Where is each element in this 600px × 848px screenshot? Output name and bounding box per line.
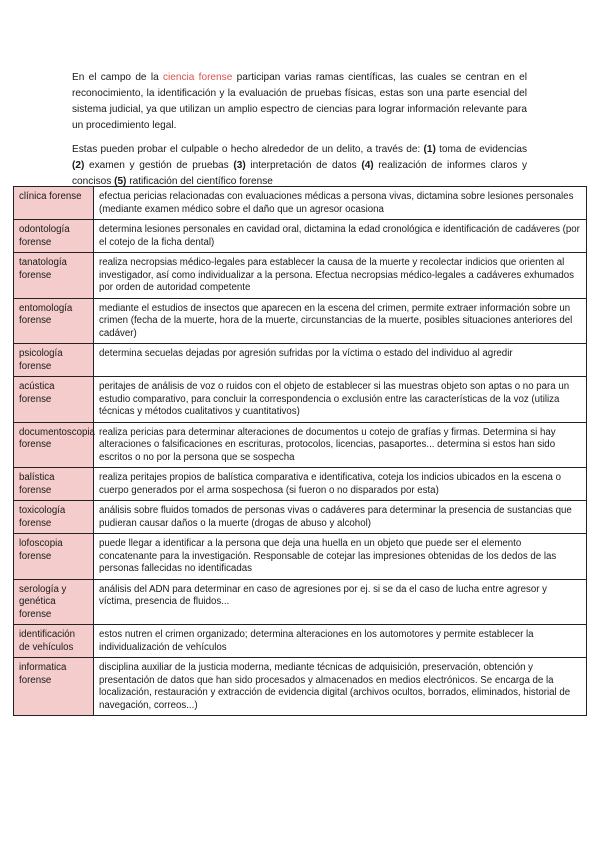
intro-paragraph-2 [72,142,527,190]
table-row [14,377,587,423]
branch-description-cell: realiza necropsias médico-legales para establecer la causa de la muerte y recolectar indicios que orienten al investigador, así como individualizar a la persona. Efectua necropsias médico-legales a cadáveres exhumados por orden de autoridad competente [94,253,587,299]
branch-name-cell: toxicología forense [14,501,94,534]
branch-name-cell: balística forense [14,468,94,501]
branch-description-cell: efectua pericias relacionadas con evaluaciones médicas a persona vivas, dictamina sobre lesiones personales (mediante examen médico sobre el daño que un agresor ocasiona [94,187,587,220]
branch-name-cell: informatica forense [14,658,94,716]
intro-text-segment: interpretación de datos [245,160,362,171]
intro-paragraph-1 [72,70,527,134]
branch-name-cell: acústica forense [14,377,94,423]
branch-name-cell: documentoscopia forense [14,422,94,468]
branch-description-cell: análisis sobre fluidos tomados de personas vivas o cadáveres para determinar la presencia de sustancias que pudieran causar daños o la muerte (drogas de abuso y alcohol) [94,501,587,534]
intro-text-segment: En el campo de la [72,72,163,83]
intro-text-segment: toma de evidencias [435,144,527,155]
table-row [14,220,587,253]
step-number: (2) [72,160,85,171]
intro-text-segment: realización de informes claros y concisos [72,160,527,187]
table-row [14,501,587,534]
branch-description-cell: determina secuelas dejadas por agresión sufridas por la víctima o estado del individuo al agredir [94,344,587,377]
branch-description-cell: realiza pericias para determinar alteraciones de documentos u cotejo de grafías y firmas. Determina si hay alteraciones o falsificaciones en escrituras, protocolos, licencias, pasaportes... determina si estos han sido escritos o no por la persona que se sospecha [94,422,587,468]
branch-description-cell: estos nutren el crimen organizado; determina alteraciones en los automotores y permite establecer la individualización de vehículos [94,625,587,658]
branch-description-cell: análisis del ADN para determinar en caso de agresiones por ej. si se da el caso de lucha entre agresor y víctima, presencia de fluidos... [94,579,587,625]
table-row [14,344,587,377]
highlight-ciencia-forense: ciencia forense [162,72,233,83]
branch-name-cell: serología y genética forense [14,579,94,625]
table-row [14,625,587,658]
table-row [14,187,587,220]
branch-name-cell: psicología forense [14,344,94,377]
branch-description-cell: determina lesiones personales en cavidad oral, dictamina la edad cronológica e identificación de cadáveres (por el cotejo de la ficha dental) [94,220,587,253]
step-number: (3) [233,160,246,171]
table-row [14,468,587,501]
intro-text-segment: examen y gestión de pruebas [84,160,234,171]
table-row [14,534,587,580]
step-number: (4) [361,160,374,171]
branch-name-cell: clínica forense [14,187,94,220]
table-row [14,253,587,299]
step-number: (1) [423,144,436,155]
table-row [14,658,587,716]
step-number: (5) [114,176,127,187]
branch-description-cell: peritajes de análisis de voz o ruidos con el objeto de establecer si las muestras objeto son aptas o no para un estudio comparativo, para concluir la correspondencia o exclusión entre las características de la voz (utiliza técnicas y métodos cualitativos y cuantitativos) [94,377,587,423]
table-row [14,298,587,344]
intro-text-segment: Estas pueden probar el culpable o hecho alrededor de un delito, a través de: [72,144,424,155]
table-row [14,422,587,468]
branch-description-cell: realiza peritajes propios de balística comparativa e identificativa, coteja los indicios ubicados en la escena o cuerpo generados por el arma sospechosa (si fueron o no disparados por esta) [94,468,587,501]
intro-text-segment: participan varias ramas científicas, las cuales se centran en el reconocimiento, la identificación y la evaluación de pruebas físicas, estas son una parte esencial del sistema judicial, ya que utilizan un amplio espectro de ciencias para lograr información relevante para un procedimiento legal. [72,72,527,131]
intro-text-segment: ratificación del científico forense [126,176,273,187]
branch-name-cell: tanatología forense [14,253,94,299]
table-row [14,579,587,625]
branch-name-cell: identificación de vehículos [14,625,94,658]
branch-description-cell: puede llegar a identificar a la persona que deja una huella en un objeto que puede ser el elemento concatenante para la investigación. Responsable de cotejar las impresiones obtenidas de los dedos de las personas fallecidas no identificadas [94,534,587,580]
table-body [14,187,587,716]
branch-name-cell: entomología forense [14,298,94,344]
branch-name-cell: lofoscopia forense [14,534,94,580]
branch-name-cell: odontología forense [14,220,94,253]
branch-description-cell: mediante el estudios de insectos que aparecen en la escena del crimen, permite extraer información sobre un crimen (fecha de la muerte, hora de la muerte, circunstancias de la muerte, posibles situaciones anteriores del cadáver) [94,298,587,344]
intro-text [72,70,527,198]
forensic-branches-table [13,186,587,716]
branch-description-cell: disciplina auxiliar de la justicia moderna, mediante técnicas de adquisición, preservación, obtención y presentación de datos que han sido procesados y almacenados en medios electrónicos. Se encarga de la localización, restauración y extracción de evidencia digital (archivos ocultos, borrados, eliminados, historial de navegación, correos...) [94,658,587,716]
